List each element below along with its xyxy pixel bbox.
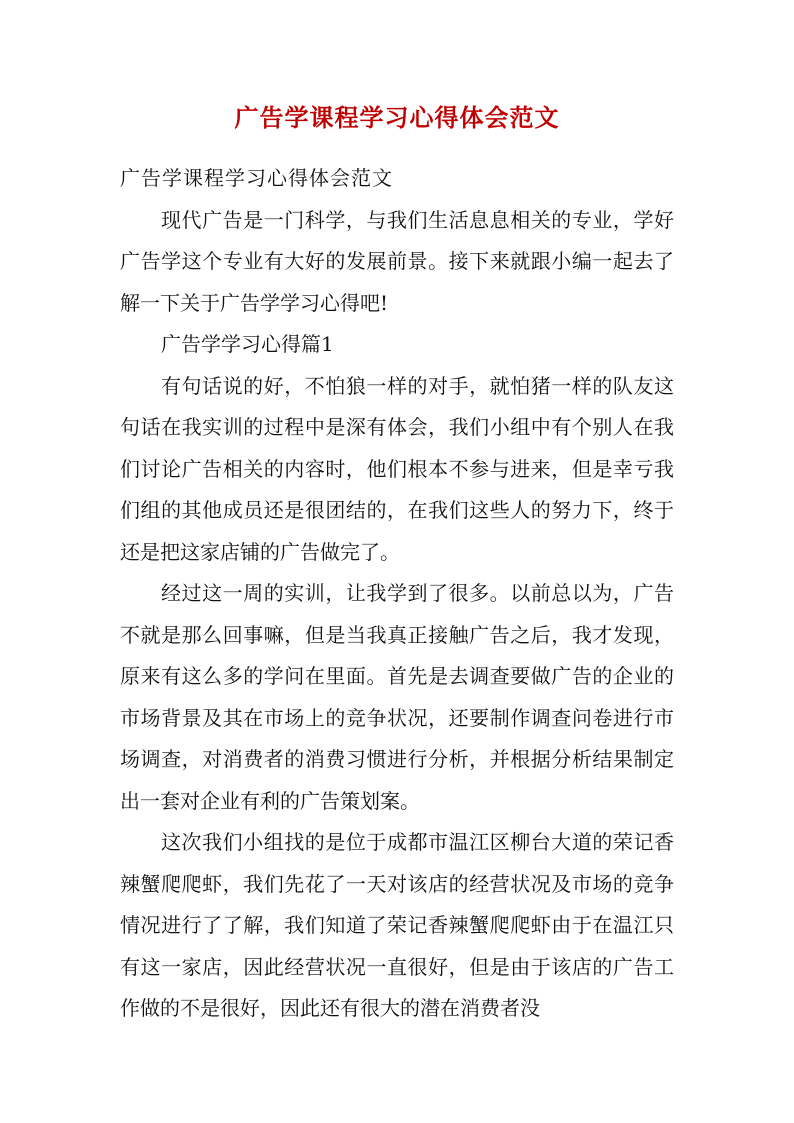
section-heading: 广告学学习心得篇1 [161,332,334,356]
document-subtitle: 广告学课程学习心得体会范文 [120,166,393,190]
paragraph-project: 这次我们小组找的是位于成都市温江区柳台大道的荣记香辣蟹爬爬虾，我们先花了一天对该店的经营状况及市场的竞争情况进行了了解，我们知道了荣记香辣蟹爬爬虾由于在温江只有这一家店，因此经营状况一直很好，但是由于该店的广告工作做的不是很好，因此还有很大的潜在消费者没 [120,830,674,1020]
paragraph-learning: 经过这一周的实训，让我学到了很多。以前总以为，广告不就是那么回事嘛，但是当我真正接触广告之后，我才发现，原来有这么多的学问在里面。首先是去调查要做广告的企业的市场背景及其在市场上的竞争状况，还要制作调查问卷进行市场调查，对消费者的消费习惯进行分析，并根据分析结果制定出一套对企业有利的广告策划案。 [120,581,674,813]
document-title: 广告学课程学习心得体会范文 [234,103,560,132]
paragraph-intro: 现代广告是一门科学，与我们生活息息相关的专业，学好广告学这个专业有大好的发展前景。接下来就跟小编一起去了解一下关于广告学学习心得吧! [120,207,674,315]
document-body [120,158,674,1030]
paragraph-teamwork: 有句话说的好，不怕狼一样的对手，就怕猪一样的队友这句话在我实训的过程中是深有体会，我们小组中有个别人在我们讨论广告相关的内容时，他们根本不参与进来，但是幸亏我们组的其他成员还是很团结的，在我们这些人的努力下，终于还是把这家店铺的广告做完了。 [120,373,674,564]
